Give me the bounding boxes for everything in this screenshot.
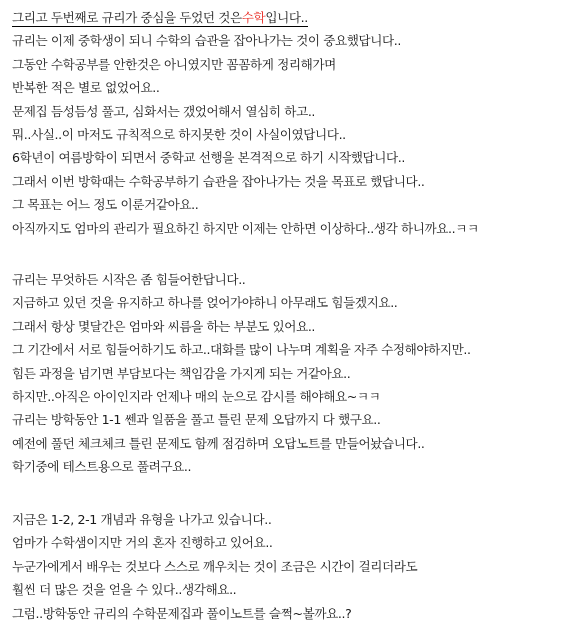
text-line: 지금은 1-2, 2-1 개념과 유형을 나가고 있습니다.. (12, 512, 272, 527)
text-line: 훨씬 더 많은 것을 얻을 수 있다..생각해요.. (12, 582, 237, 598)
paragraph-3 (12, 508, 564, 625)
text-line: 규리는 이제 중학생이 되니 수학의 습관을 잡아나가는 것이 중요했답니다.. (12, 33, 401, 49)
text-line: 6학년이 여름방학이 되면서 중학교 선행을 본격적으로 하기 시작했답니다.. (12, 150, 406, 166)
text-line: 규리는 방학동안 1-1 쎈과 일품을 풀고 틀린 문제 오답까지 다 했구요.. (12, 412, 381, 428)
text-line: 누군가에게서 배우는 것보다 스스로 깨우치는 것이 조금은 시간이 걸리더라도 (12, 558, 418, 574)
text-line: 힘든 과정을 넘기면 부담보다는 책임감을 가지게 되는 거같아요.. (12, 365, 351, 381)
text-line: 반복한 적은 별로 없었어요.. (12, 80, 160, 96)
text-line: 엄마가 수학샘이지만 거의 혼자 진행하고 있어요.. (12, 535, 273, 551)
text-line: 그럼..방학동안 규리의 수학문제집과 풀이노트를 슬쩍~볼까요..? (12, 605, 352, 621)
text-line: 아직까지도 엄마의 관리가 필요하긴 하지만 이제는 안하면 이상하다..생각 하니까요..ㅋㅋ (12, 220, 479, 236)
text-line: 지금하고 있던 것을 유지하고 하나를 얹어가야하니 아무래도 힘들겠지요.. (12, 295, 398, 311)
text-line: 그 목표는 어느 정도 이룬거같아요.. (12, 197, 199, 213)
paragraph-2 (12, 268, 564, 479)
heading-highlight-math: 수학 (241, 10, 266, 25)
heading-text-before: 그리고 두번째로 규리가 중심을 두었던 것은 (12, 10, 242, 25)
text-line: 학기중에 테스트용으로 풀려구요.. (12, 459, 192, 475)
underlined-heading (12, 10, 308, 27)
text-line: 그 기간에서 서로 힘들어하기도 하고..대화를 많이 나누며 계획을 자주 수정해야하지만.. (12, 342, 471, 358)
heading-text-after: 입니다.. (265, 10, 308, 25)
text-line: 규리는 무엇하든 시작은 좀 힘들어한답니다.. (12, 272, 246, 287)
text-line: 그동안 수학공부를 안한것은 아니였지만 꼼꼼하게 정리해가며 (12, 56, 336, 72)
text-line: 문제집 듬성듬성 풀고, 심화서는 갰었어해서 열심히 하고.. (12, 103, 316, 119)
text-line: 예전에 풀던 체크체크 틀린 문제도 함께 점검하며 오답노트를 만들어놨습니다.. (12, 435, 425, 451)
text-line: 그래서 항상 몇달간은 엄마와 씨름을 하는 부분도 있어요.. (12, 318, 316, 334)
paragraph-1-heading-line (12, 6, 564, 29)
text-line: 하지만..아직은 아이인지라 언제나 매의 눈으로 감시를 해야해요~ㅋㅋ (12, 388, 381, 404)
paragraph-1 (12, 6, 564, 240)
text-line: 뭐..사실..이 마저도 규칙적으로 하지못한 것이 사실이였답니다.. (12, 126, 346, 142)
text-line: 그래서 이번 방학때는 수학공부하기 습관을 잡아나가는 것을 목표로 했답니다.. (12, 173, 425, 189)
